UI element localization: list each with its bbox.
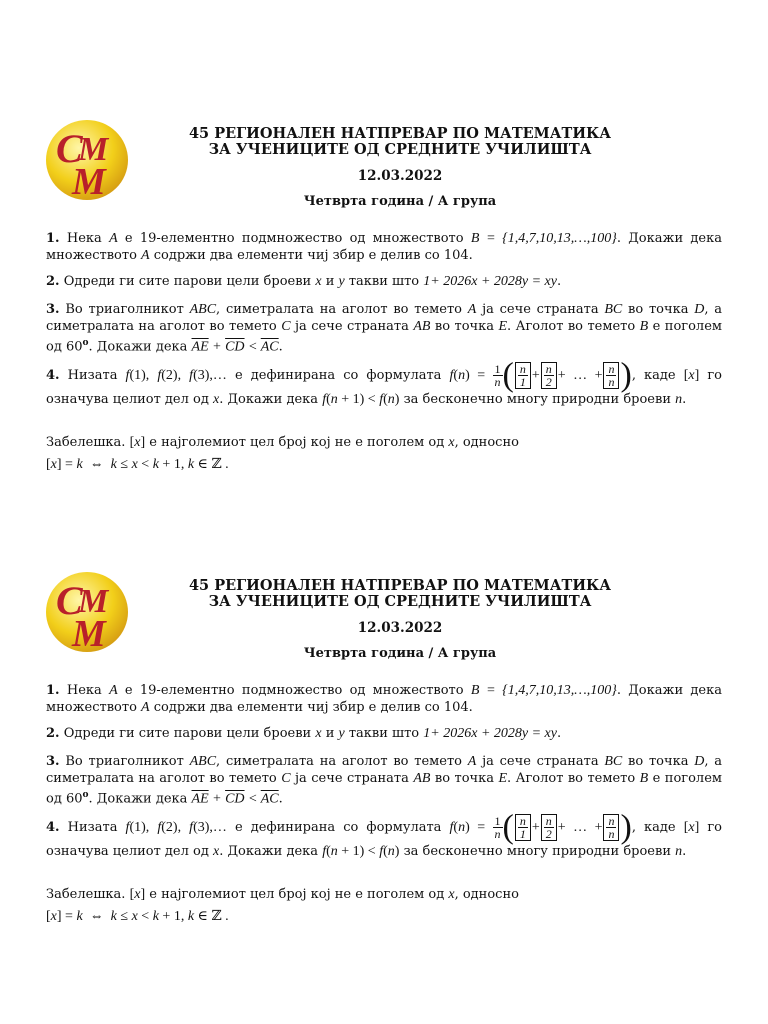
svg-text:M: M: [72, 161, 106, 202]
problem-4: 4. Низата f(1), f(2), f(3),… е дефинирана со формулата f(n) = $\frac{1}{n}$ ( $\frac{n}{1}$ + $\frac{n}{2}$ + … + $\frac{n}{n}$ ), каде [x] го означува целиот дел од x. Докажи дека f(n + 1) < f(n) за бесконечно многу природни броеви n.: [46, 808, 722, 859]
smm-logo: [44, 570, 130, 654]
problem-2: 2. Одреди ги сите парови цели броеви x и y такви што 1+ 2026x + 2028y = xy.: [46, 274, 562, 289]
problem-1: 1. Нека A е 19-елементно подмножество од множеството B = {1,4,7,10,13,…,100}. Докажи дека множеството A содржи два елементи чиј збир е делив со 104.: [46, 231, 722, 263]
problem-sheet-copy-1: [0, 118, 768, 538]
competition-date: 12.03.2022: [357, 620, 443, 636]
problem-4: 4. Низата f(1), f(2), f(3),… е дефинирана со формулата f(n) = $\frac{1}{n}$ ( $\frac{n}{1}$ + $\frac{n}{2}$ + … + $\frac{n}{n}$ ), каде [x] го означува целиот дел од x. Докажи дека f(n + 1) < f(n) за бесконечно многу природни броеви n.: [46, 356, 722, 407]
svg-text:C: C: [56, 578, 83, 623]
title-line-2: ЗА УЧЕНИЦИТЕ ОД СРЕДНИТЕ УЧИЛИШТА: [208, 593, 592, 610]
note: Забелешка. [x] е најголемиот цел број кој не е поголем од x, односно [x] = k ⇔ k ≤ x < k + 1, k ∈ ℤ .: [46, 887, 519, 924]
problem-3: 3. Во триаголникот ABC, симетралата на аголот во темето A ја сече страната BC во точка D, а симетралата на аголот во темето C ја сече страната AB во точка E. Аголот во темето B е поголем од 60$^o$. Докажи дека $\overline{AE} + \overline{CD} < \overline{AC}$.: [46, 754, 723, 807]
competition-title: [140, 126, 660, 158]
svg-text:M: M: [78, 131, 109, 168]
title-line-2: ЗА УЧЕНИЦИТЕ ОД СРЕДНИТЕ УЧИЛИШТА: [208, 141, 592, 158]
problem-2: 2. Одреди ги сите парови цели броеви x и y такви што 1+ 2026x + 2028y = xy.: [46, 726, 562, 741]
note: Забелешка. [x] е најголемиот цел број кој не е поголем од x, односно [x] = k ⇔ k ≤ x < k + 1, k ∈ ℤ .: [46, 435, 519, 472]
svg-text:M: M: [78, 583, 109, 620]
problem-1: 1. Нека A е 19-елементно подмножество од множеството B = {1,4,7,10,13,…,100}. Докажи дека множеството A содржи два елементи чиј збир е делив со 104.: [46, 683, 722, 715]
problem-sheet-copy-2: [0, 570, 768, 990]
smm-logo: [44, 118, 130, 202]
svg-text:C: C: [56, 126, 83, 171]
problem-3: 3. Во триаголникот ABC, симетралата на аголот во темето A ја сече страната BC во точка D, а симетралата на аголот во темето C ја сече страната AB во точка E. Аголот во темето B е поголем од 60$^o$. Докажи дека $\overline{AE} + \overline{CD} < \overline{AC}$.: [46, 302, 723, 355]
title-line-1: 45 РЕГИОНАЛЕН НАТПРЕВАР ПО МАТЕМАТИКА: [188, 125, 612, 142]
competition-title: [140, 578, 660, 610]
svg-text:M: M: [72, 613, 106, 654]
grade-group: Четврта година / А група: [303, 194, 497, 209]
grade-group: Четврта година / А група: [303, 646, 497, 661]
competition-date: 12.03.2022: [357, 168, 443, 184]
title-line-1: 45 РЕГИОНАЛЕН НАТПРЕВАР ПО МАТЕМАТИКА: [188, 577, 612, 594]
